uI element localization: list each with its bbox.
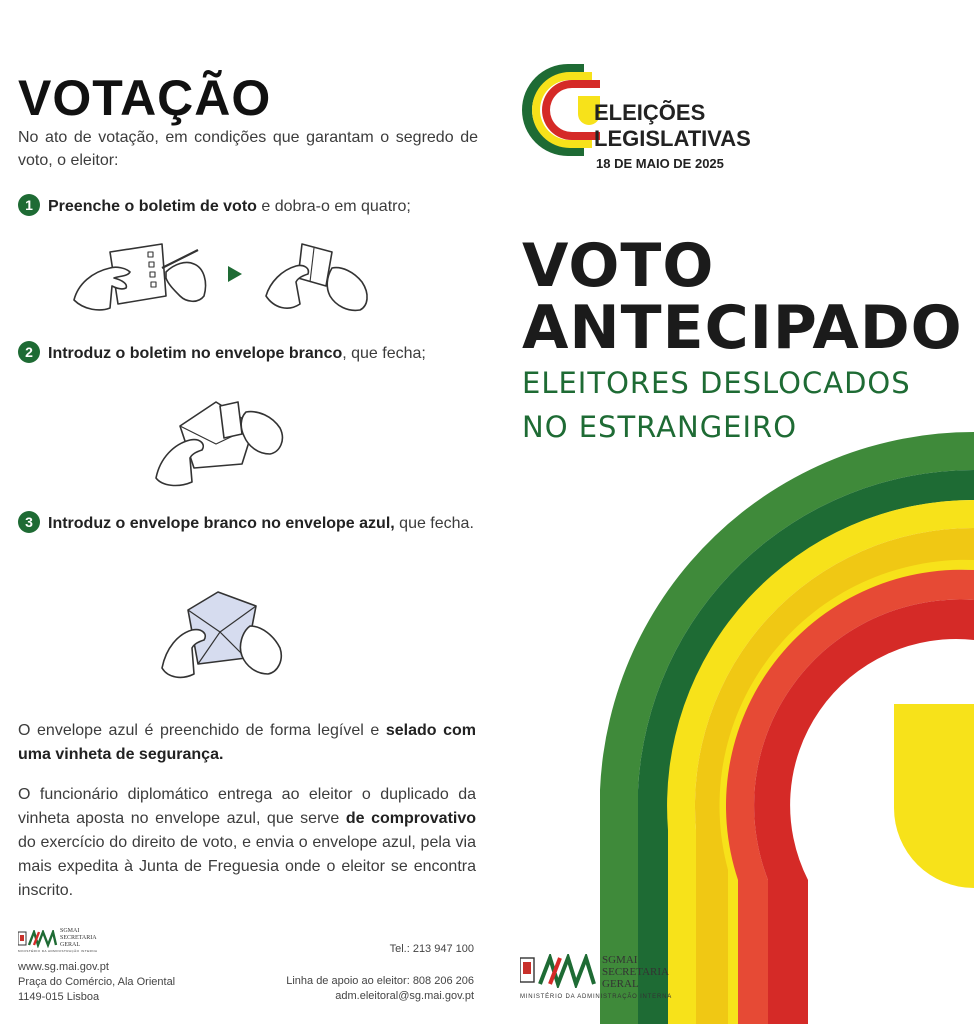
step-2 (18, 341, 478, 366)
subtitle-line2: NO ESTRANGEIRO (522, 410, 798, 444)
para1-text: O envelope azul é preenchido de forma legível e (18, 722, 386, 739)
diplomatic-paragraph (18, 783, 476, 903)
step-number: 3 (18, 511, 40, 533)
footer-tel: Tel.: 213 947 100 (389, 943, 474, 955)
footer-logo-ministry: MINISTÉRIO DA ADMINISTRAÇÃO INTERNA (18, 949, 98, 953)
para1-bold: selado com uma vinheta de segurança. (18, 722, 477, 763)
right-panel (500, 0, 974, 1024)
decorative-arches (500, 0, 974, 1024)
logo-line2: LEGISLATIVAS (594, 126, 751, 151)
footer-address1: Praça do Comércio, Ala Oriental (18, 976, 176, 988)
step-1 (18, 194, 478, 219)
step-3 (18, 511, 478, 536)
sgmai-logo (520, 954, 680, 1004)
step-rest: e dobra-o em quatro; (256, 198, 411, 215)
logo-line1: ELEIÇÕES (594, 100, 706, 125)
para2-text2: do exercício do direito de voto, e envia o envelope azul, pela via mais expedita à Junta de Freguesia onde o eleitor se encontra inscrito. (18, 834, 476, 899)
footer-website[interactable]: www.sg.mai.gov.pt (18, 961, 109, 973)
title-line1: VOTO (522, 231, 715, 301)
white-envelope-illustration (150, 392, 290, 488)
step-bold: Introduz o envelope branco no envelope azul, (48, 515, 395, 532)
sgmai-line2: SECRETARIA (602, 966, 669, 978)
sgmai-line3: GERAL (602, 978, 639, 990)
footer-logo-line3: GERAL (60, 942, 80, 948)
sgmai-emblem-icon (18, 930, 58, 948)
footer-sgmai-logo (18, 928, 128, 952)
sgmai-ministry: MINISTÉRIO DA ADMINISTRAÇÃO INTERNA (520, 994, 673, 1000)
step-rest: que fecha. (394, 515, 474, 532)
logo-date: 18 DE MAIO DE 2025 (596, 156, 724, 171)
footer-address-block (18, 960, 175, 1005)
blue-envelope-illustration (158, 586, 288, 682)
footer-address2: 1149-015 Lisboa (18, 991, 100, 1003)
fill-ballot-illustration (70, 238, 380, 318)
para2-bold: de comprovativo (345, 810, 477, 827)
footer-email[interactable]: adm.eleitoral@sg.mai.gov.pt (335, 990, 474, 1002)
sgmai-line1: SGMAI (602, 954, 638, 966)
votacao-title: VOTAÇÃO (18, 70, 272, 126)
subtitle-line1: ELEITORES DESLOCADOS (522, 366, 911, 400)
sgmai-emblem-icon (520, 954, 600, 988)
step-bold: Preenche o boletim de voto (48, 198, 257, 215)
intro-text: No ato de votação, em condições que garantam o segredo de voto, o eleitor: (18, 129, 478, 169)
footer-logo-line2: SECRETARIA (60, 935, 97, 941)
step-bold: Introduz o boletim no envelope branco (48, 345, 343, 362)
blue-envelope-paragraph (18, 719, 476, 767)
step-number: 2 (18, 341, 40, 363)
para2-text1: O funcionário diplomático entrega ao eleitor o duplicado da vinheta aposta no envelope azul, que serve (18, 786, 476, 827)
step-number: 1 (18, 194, 40, 216)
step-rest: , que fecha; (342, 345, 426, 362)
footer-contact-block (286, 974, 474, 1004)
title-line2: ANTECIPADO (522, 293, 963, 363)
footer-logo-line1: SGMAI (60, 928, 80, 934)
footer-helpline: Linha de apoio ao eleitor: 808 206 206 (286, 975, 474, 987)
